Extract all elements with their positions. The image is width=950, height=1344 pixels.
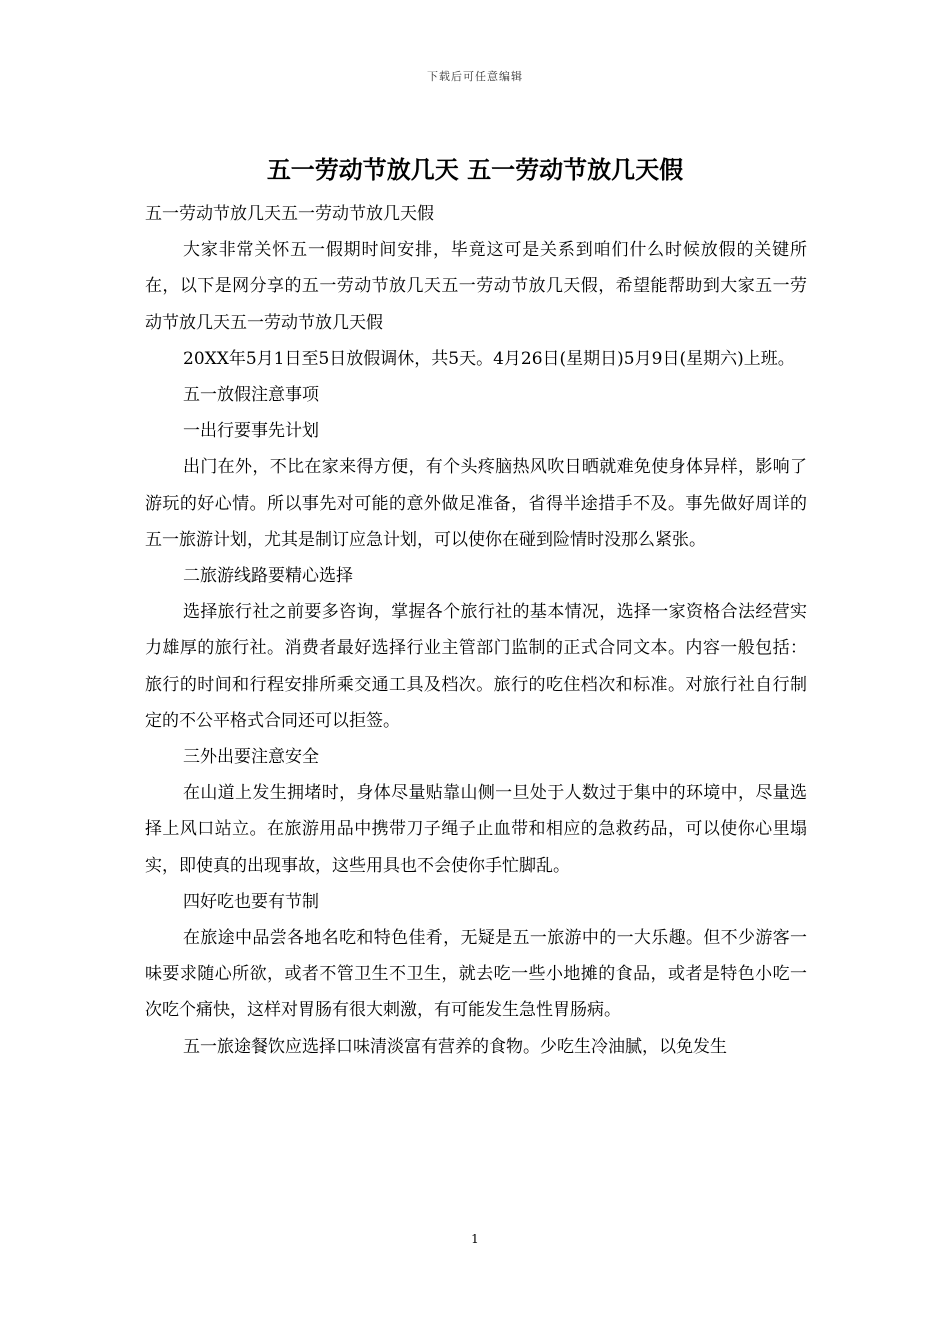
food-paragraph: 在旅途中品尝各地名吃和特色佳肴，无疑是五一旅游中的一大乐趣。但不少游客一味要求随心所欲，或者不管卫生不卫生，就去吃一些小地摊的食品，或者是特色小吃一次吃个痛快，这样对胃肠有很大刺激，有可能发生急性胃肠病。	[145, 928, 807, 1021]
diet-paragraph: 五一旅途餐饮应选择口味清淡富有营养的食物。少吃生冷油腻，以免发生	[183, 1036, 727, 1057]
section-heading-food: 四好吃也要有节制	[183, 891, 319, 912]
schedule-paragraph: 20XX年5月1日至5日放假调休，共5天。4月26日(星期日)5月9日(星期六)上班。	[183, 348, 795, 369]
document-title: 五一劳动节放几天 五一劳动节放几天假	[266, 155, 684, 184]
section-heading-route: 二旅游线路要精心选择	[183, 566, 353, 587]
safety-paragraph: 在山道上发生拥堵时，身体尽量贴靠山侧一旦处于人数过于集中的环境中，尽量选择上风口站立。在旅游用品中携带刀子绳子止血带和相应的急救药品，可以使你心里塌实，即使真的出现事故，这些用具也不会使你手忙脚乱。	[145, 783, 807, 876]
section-heading-notes: 五一放假注意事项	[183, 385, 319, 406]
subtitle-paragraph: 五一劳动节放几天五一劳动节放几天假	[145, 204, 434, 224]
route-paragraph: 选择旅行社之前要多咨询，掌握各个旅行社的基本情况，选择一家资格合法经营实力雄厚的旅行社。消费者最好选择行业主管部门监制的正式合同文本。内容一般包括：旅行的时间和行程安排所乘交通工具及档次。旅行的吃住档次和标准。对旅行社自行制定的不公平格式合同还可以拒签。	[145, 602, 807, 731]
page-header-note: 下载后可任意编辑	[427, 70, 523, 83]
intro-paragraph: 大家非常关怀五一假期时间安排，毕竟这可是关系到咱们什么时候放假的关键所在，以下是网分享的五一劳动节放几天五一劳动节放几天假，希望能帮助到大家五一劳动节放几天五一劳动节放几天假	[145, 240, 807, 333]
page-number: 1	[471, 1232, 479, 1246]
document-body	[145, 196, 807, 1065]
section-heading-safety: 三外出要注意安全	[183, 747, 319, 768]
plan-paragraph: 出门在外，不比在家来得方便，有个头疼脑热风吹日晒就难免使身体异样，影响了游玩的好心情。所以事先对可能的意外做足准备，省得半途措手不及。事先做好周详的五一旅游计划，尤其是制订应急计划，可以使你在碰到险情时没那么紧张。	[145, 457, 807, 550]
section-heading-plan: 一出行要事先计划	[183, 421, 319, 442]
